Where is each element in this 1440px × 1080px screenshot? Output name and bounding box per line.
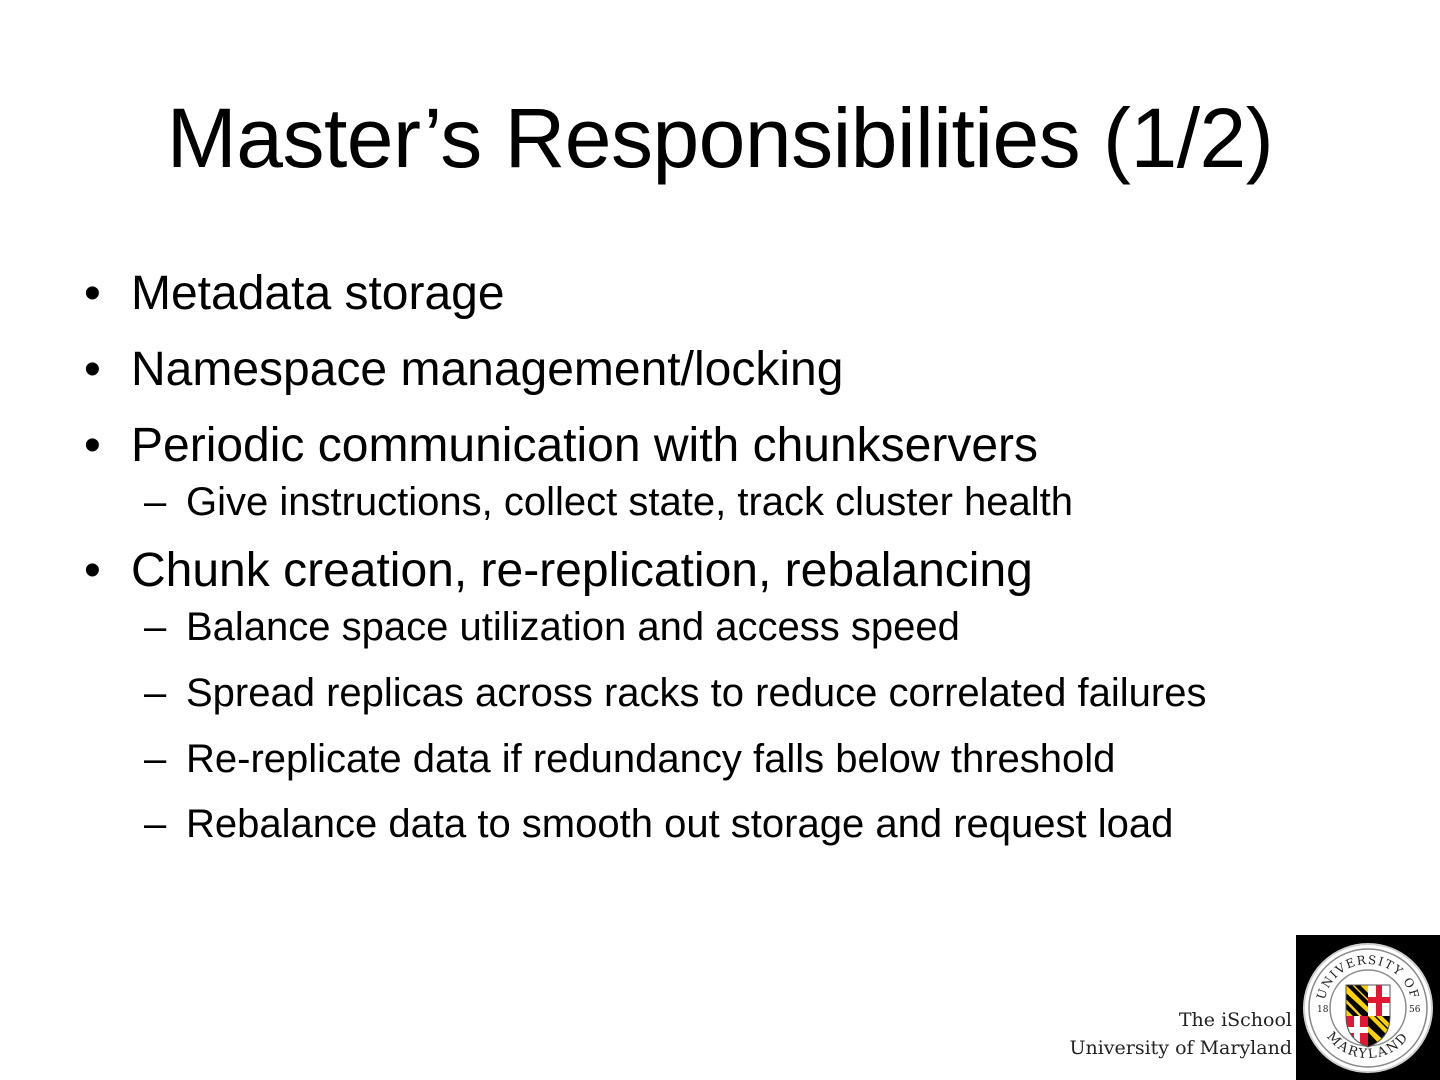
bullet-list <box>84 264 1384 863</box>
sub-bullet-item <box>84 666 1384 720</box>
bullet-text: Metadata storage <box>131 267 505 320</box>
bullet-text: Periodic communication with chunkservers <box>131 419 1039 472</box>
slide-title: Master’s Responsibilities (1/2) <box>166 91 1274 185</box>
bullet-text: Namespace management/locking <box>131 343 844 396</box>
svg-text:UNIVERSITY OF: UNIVERSITY OF <box>1313 952 1423 1002</box>
bullet-item <box>84 264 1384 324</box>
sub-bullet-item <box>84 601 1384 653</box>
bullet-dot-icon: • <box>84 419 101 472</box>
footer-university: University of Maryland <box>1069 1037 1292 1059</box>
footer-school: The iSchool <box>1178 1009 1292 1031</box>
sub-bullet-text: Re-replicate data if redundancy falls below threshold <box>186 737 1116 781</box>
bullet-item <box>84 340 1384 400</box>
bullet-dot-icon: • <box>84 267 101 320</box>
dash-icon: – <box>144 480 167 524</box>
svg-text:MARYLAND: MARYLAND <box>1323 1029 1413 1063</box>
sub-bullet-item <box>84 476 1384 528</box>
sub-bullet-text: Spread replicas across racks to reduce correlated failures <box>186 671 1207 715</box>
bullet-text: Chunk creation, re-replication, rebalancing <box>131 544 1033 597</box>
sub-bullet-item <box>84 733 1384 785</box>
bullet-item <box>84 541 1384 601</box>
sub-bullet-item <box>84 798 1384 850</box>
university-of-maryland-seal-icon <box>1296 935 1440 1080</box>
footer <box>1069 1006 1292 1062</box>
svg-text:18: 18 <box>1317 1005 1329 1015</box>
sub-bullet-text: Rebalance data to smooth out storage and request load <box>186 802 1174 846</box>
dash-icon: – <box>144 737 167 781</box>
bullet-dot-icon: • <box>84 343 101 396</box>
bullet-item <box>84 416 1384 476</box>
dash-icon: – <box>144 802 167 846</box>
dash-icon: – <box>144 605 167 649</box>
svg-text:56: 56 <box>1409 1005 1421 1015</box>
bullet-dot-icon: • <box>84 544 101 597</box>
sub-bullet-text: Give instructions, collect state, track cluster health <box>186 480 1074 524</box>
sub-bullet-text: Balance space utilization and access speed <box>186 605 960 649</box>
university-logo <box>1296 935 1440 1080</box>
dash-icon: – <box>144 671 167 715</box>
